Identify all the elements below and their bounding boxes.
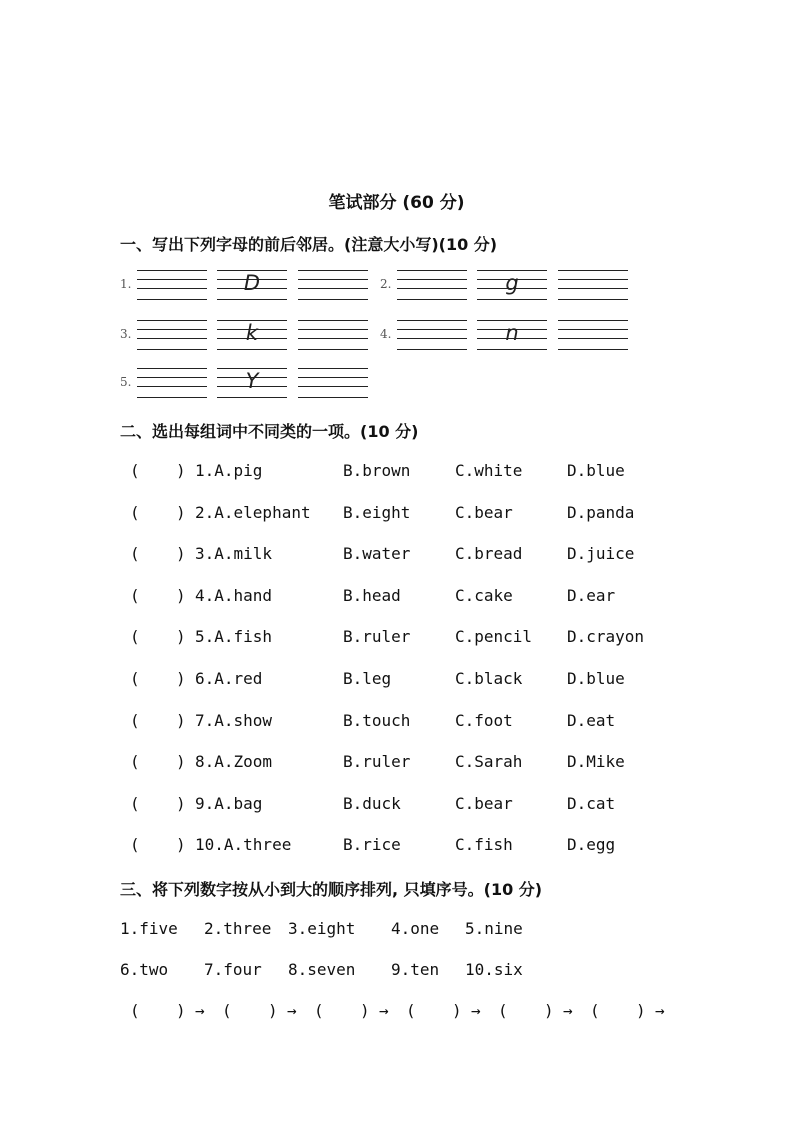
answer-paren-open: ( (590, 1001, 600, 1020)
question-row (0, 794, 793, 818)
writing-line (558, 329, 628, 330)
option-a: 7.A.show (195, 711, 273, 730)
option-a: 2.A.elephant (195, 503, 311, 522)
answer-paren-close: ) (176, 461, 186, 480)
writing-line (558, 349, 628, 350)
option-a: 6.A.red (195, 669, 263, 688)
writing-line-box[interactable] (137, 366, 207, 398)
option-d: D.ear (567, 586, 616, 605)
number-word-row (0, 919, 793, 943)
answer-paren-open: ( (314, 1001, 324, 1020)
question-row (0, 461, 793, 485)
writing-line (397, 320, 467, 321)
letter-group-number: 4. (380, 327, 392, 341)
writing-line (558, 320, 628, 321)
writing-line (137, 349, 207, 350)
option-d: D.egg (567, 835, 616, 854)
arrow-icon: → (287, 1001, 297, 1020)
option-c: C.bear (455, 794, 513, 813)
answer-blank[interactable] (142, 503, 172, 523)
given-letter-box (477, 268, 547, 300)
answer-paren-open: ( (130, 835, 140, 854)
option-a: 5.A.fish (195, 627, 273, 646)
answer-paren-open: ( (130, 669, 140, 688)
arrow-icon: → (471, 1001, 481, 1020)
option-b: B.touch (343, 711, 411, 730)
option-c: C.bread (455, 544, 523, 563)
option-a: 10.A.three (195, 835, 292, 854)
writing-line (298, 397, 368, 398)
writing-line-box[interactable] (397, 268, 467, 300)
answer-paren-close: ) (176, 835, 186, 854)
answer-paren-close: ) (176, 669, 186, 688)
given-letter-box (217, 268, 287, 300)
option-c: C.white (455, 461, 523, 480)
arrow-icon: → (379, 1001, 389, 1020)
writing-line (217, 349, 287, 350)
answer-blank[interactable] (142, 544, 172, 564)
letter-group-number: 5. (120, 375, 132, 389)
writing-line (298, 349, 368, 350)
option-b: B.head (343, 586, 401, 605)
writing-line-box[interactable] (137, 318, 207, 350)
writing-line (477, 349, 547, 350)
option-c: C.fish (455, 835, 513, 854)
sequence-blank[interactable] (142, 1001, 172, 1021)
question-row (0, 711, 793, 735)
given-letter: k (245, 321, 259, 345)
writing-line (477, 299, 547, 300)
answer-blank[interactable] (142, 835, 172, 855)
section3-heading: 三、将下列数字按从小到大的顺序排列, 只填序号。(10 分) (120, 880, 543, 899)
answer-sequence (0, 1001, 793, 1025)
answer-paren-close: ) (176, 752, 186, 771)
option-c: C.cake (455, 586, 513, 605)
writing-line (298, 288, 368, 289)
option-b: B.brown (343, 461, 411, 480)
option-c: C.pencil (455, 627, 533, 646)
option-a: 4.A.hand (195, 586, 273, 605)
writing-line (217, 299, 287, 300)
letter-group-number: 1. (120, 277, 132, 291)
writing-line (298, 368, 368, 369)
option-c: C.bear (455, 503, 513, 522)
answer-paren-close: ) (176, 586, 186, 605)
writing-line (137, 377, 207, 378)
writing-line (558, 288, 628, 289)
answer-paren-close: ) (176, 544, 186, 563)
option-d: D.blue (567, 461, 625, 480)
question-row (0, 544, 793, 568)
writing-line-box[interactable] (298, 318, 368, 350)
answer-paren-open: ( (130, 544, 140, 563)
number-word: 7.four (204, 960, 262, 979)
writing-line-box[interactable] (558, 318, 628, 350)
letter-group-number: 3. (120, 327, 132, 341)
writing-line (137, 329, 207, 330)
writing-line (137, 320, 207, 321)
sequence-blank[interactable] (602, 1001, 632, 1021)
writing-line-box[interactable] (298, 268, 368, 300)
answer-paren-close: ) (176, 1001, 186, 1020)
number-word-row (0, 960, 793, 984)
question-row (0, 752, 793, 776)
number-word: 2.three (204, 919, 272, 938)
given-letter: g (505, 271, 519, 295)
letter-group-number: 2. (380, 277, 392, 291)
writing-line (298, 270, 368, 271)
arrow-icon: → (563, 1001, 573, 1020)
answer-paren-open: ( (222, 1001, 232, 1020)
answer-blank[interactable] (142, 711, 172, 731)
writing-line (397, 329, 467, 330)
writing-line (298, 279, 368, 280)
option-c: C.Sarah (455, 752, 523, 771)
question-row (0, 627, 793, 651)
answer-blank[interactable] (142, 586, 172, 606)
number-word: 3.eight (288, 919, 356, 938)
answer-paren-open: ( (130, 503, 140, 522)
answer-blank[interactable] (142, 752, 172, 772)
option-d: D.cat (567, 794, 616, 813)
question-row (0, 503, 793, 527)
option-a: 9.A.bag (195, 794, 263, 813)
writing-line-box[interactable] (137, 268, 207, 300)
option-b: B.duck (343, 794, 401, 813)
writing-line (558, 279, 628, 280)
answer-paren-close: ) (360, 1001, 370, 1020)
answer-paren-open: ( (498, 1001, 508, 1020)
answer-paren-open: ( (130, 627, 140, 646)
option-d: D.blue (567, 669, 625, 688)
option-b: B.eight (343, 503, 411, 522)
option-a: 1.A.pig (195, 461, 263, 480)
sequence-blank[interactable] (234, 1001, 264, 1021)
number-word: 9.ten (391, 960, 440, 979)
writing-line (558, 299, 628, 300)
option-a: 3.A.milk (195, 544, 273, 563)
writing-line (298, 338, 368, 339)
answer-paren-open: ( (130, 461, 140, 480)
writing-line (397, 288, 467, 289)
given-letter-box (217, 318, 287, 350)
option-d: D.eat (567, 711, 616, 730)
option-c: C.foot (455, 711, 513, 730)
question-row (0, 669, 793, 693)
option-b: B.ruler (343, 627, 411, 646)
writing-line (137, 368, 207, 369)
option-d: D.crayon (567, 627, 645, 646)
sequence-blank[interactable] (326, 1001, 356, 1021)
writing-line (298, 299, 368, 300)
given-letter: Y (245, 369, 259, 393)
section1-heading: 一、写出下列字母的前后邻居。(注意大小写)(10 分) (120, 235, 498, 254)
answer-paren-open: ( (130, 794, 140, 813)
answer-paren-close: ) (176, 711, 186, 730)
number-word: 5.nine (465, 919, 523, 938)
answer-paren-close: ) (544, 1001, 554, 1020)
writing-line (558, 270, 628, 271)
writing-line (137, 288, 207, 289)
writing-line (397, 270, 467, 271)
writing-line (298, 320, 368, 321)
answer-paren-open: ( (406, 1001, 416, 1020)
writing-line (558, 338, 628, 339)
writing-line (137, 397, 207, 398)
writing-line (137, 270, 207, 271)
writing-line (137, 386, 207, 387)
given-letter-box (217, 366, 287, 398)
writing-line (137, 338, 207, 339)
writing-line (137, 299, 207, 300)
option-d: D.panda (567, 503, 635, 522)
answer-blank[interactable] (142, 794, 172, 814)
writing-line-box[interactable] (558, 268, 628, 300)
writing-line (298, 377, 368, 378)
option-b: B.ruler (343, 752, 411, 771)
arrow-icon: → (195, 1001, 205, 1020)
question-row (0, 835, 793, 859)
given-letter-box (477, 318, 547, 350)
sequence-blank[interactable] (510, 1001, 540, 1021)
writing-line (298, 386, 368, 387)
sequence-blank[interactable] (418, 1001, 448, 1021)
writing-line (397, 349, 467, 350)
given-letter: D (243, 271, 261, 295)
number-word: 10.six (465, 960, 523, 979)
number-word: 1.five (120, 919, 178, 938)
option-a: 8.A.Zoom (195, 752, 273, 771)
answer-blank[interactable] (142, 461, 172, 481)
question-row (0, 586, 793, 610)
answer-blank[interactable] (142, 669, 172, 689)
option-b: B.rice (343, 835, 401, 854)
answer-paren-close: ) (452, 1001, 462, 1020)
option-d: D.juice (567, 544, 635, 563)
writing-line-box[interactable] (298, 366, 368, 398)
writing-line (217, 397, 287, 398)
option-b: B.leg (343, 669, 392, 688)
writing-line (397, 338, 467, 339)
section2-heading: 二、选出每组词中不同类的一项。(10 分) (120, 422, 419, 441)
writing-line (397, 299, 467, 300)
answer-paren-open: ( (130, 711, 140, 730)
writing-line (397, 279, 467, 280)
option-c: C.black (455, 669, 523, 688)
option-b: B.water (343, 544, 411, 563)
writing-line-box[interactable] (397, 318, 467, 350)
answer-paren-close: ) (176, 627, 186, 646)
writing-line (137, 279, 207, 280)
page-title: 笔试部分 (60 分) (328, 193, 465, 213)
number-word: 4.one (391, 919, 440, 938)
answer-paren-close: ) (176, 794, 186, 813)
answer-paren-close: ) (176, 503, 186, 522)
writing-line (298, 329, 368, 330)
number-word: 8.seven (288, 960, 356, 979)
arrow-icon: → (655, 1001, 665, 1020)
option-d: D.Mike (567, 752, 625, 771)
answer-paren-open: ( (130, 752, 140, 771)
given-letter: n (505, 321, 519, 345)
answer-paren-close: ) (268, 1001, 278, 1020)
answer-paren-open: ( (130, 586, 140, 605)
answer-paren-open: ( (130, 1001, 140, 1020)
number-word: 6.two (120, 960, 169, 979)
answer-blank[interactable] (142, 627, 172, 647)
answer-paren-close: ) (636, 1001, 646, 1020)
